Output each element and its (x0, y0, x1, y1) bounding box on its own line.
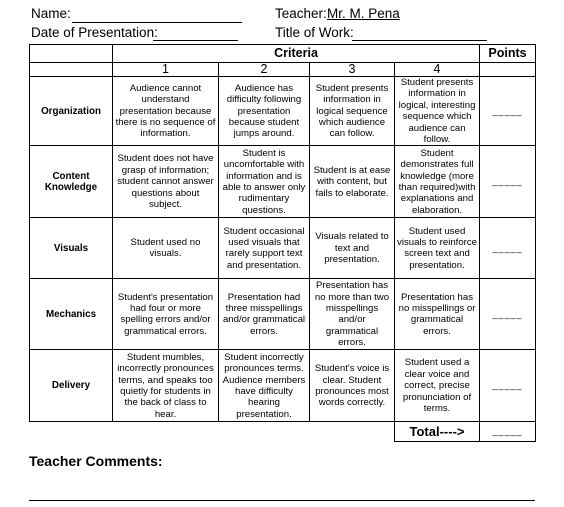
date-label: Date of Presentation: (31, 25, 158, 40)
cell-visuals-1: Student used no visuals. (113, 218, 219, 279)
cell-organization-3: Student presents information in logical sequence which audience can follow. (310, 77, 395, 146)
cell-organization-1: Audience cannot understand presentation because there is no sequence of information. (113, 77, 219, 146)
category-organization: Organization (30, 77, 113, 146)
total-label: Total----> (395, 422, 480, 442)
level-corner (30, 63, 113, 77)
cell-mechanics-3: Presentation has no more than two misspellings and/or grammatical errors. (310, 279, 395, 350)
cell-delivery-3: Student's voice is clear. Student pronounces most words correctly. (310, 350, 395, 422)
category-content-knowledge: Content Knowledge (30, 146, 113, 218)
points-header: Points (480, 45, 536, 63)
name-label: Name: (31, 6, 71, 21)
table-row (30, 218, 536, 279)
table-row (30, 146, 536, 218)
category-delivery: Delivery (30, 350, 113, 422)
corner-cell (30, 45, 113, 63)
teacher-comments-label: Teacher Comments: (29, 453, 163, 469)
total-spacer (113, 422, 219, 442)
cell-content-2: Student is uncomfortable with information and is able to answer only rudimentary questions. (219, 146, 310, 218)
teacher-name: Mr. M. Pena (327, 6, 400, 21)
cell-delivery-1: Student mumbles, incorrectly pronounces terms, and speaks too quietly for students in the back of class to hear. (113, 350, 219, 422)
points-content[interactable]: _____ (480, 146, 536, 218)
total-spacer (310, 422, 395, 442)
criteria-header: Criteria (113, 45, 480, 63)
cell-content-4: Student demonstrates full knowledge (more than required)with explanations and elaboration. (395, 146, 480, 218)
title-label: Title of Work: (275, 25, 354, 40)
points-organization[interactable]: _____ (480, 77, 536, 146)
level-2: 2 (219, 63, 310, 77)
teacher-label: Teacher: (275, 6, 327, 21)
table-row (30, 77, 536, 146)
title-field[interactable] (352, 40, 487, 41)
cell-content-1: Student does not have grasp of information; student cannot answer questions about subject. (113, 146, 219, 218)
cell-delivery-2: Student incorrectly pronounces terms. Audience members have difficulty hearing presentation. (219, 350, 310, 422)
total-spacer (30, 422, 113, 442)
cell-organization-4: Student presents information in logical, interesting sequence which audience can follow. (395, 77, 480, 146)
cell-mechanics-4: Presentation has no misspellings or grammatical errors. (395, 279, 480, 350)
category-mechanics: Mechanics (30, 279, 113, 350)
points-mechanics[interactable]: _____ (480, 279, 536, 350)
total-spacer (219, 422, 310, 442)
name-field[interactable] (72, 22, 242, 23)
comments-line[interactable] (29, 500, 535, 501)
cell-organization-2: Audience has difficulty following presentation because student jumps around. (219, 77, 310, 146)
table-row (30, 350, 536, 422)
level-1: 1 (113, 63, 219, 77)
level-3: 3 (310, 63, 395, 77)
level-points-blank (480, 63, 536, 77)
cell-visuals-3: Visuals related to text and presentation. (310, 218, 395, 279)
points-visuals[interactable]: _____ (480, 218, 536, 279)
total-points[interactable]: _____ (480, 422, 536, 442)
date-field[interactable] (153, 40, 238, 41)
cell-delivery-4: Student used a clear voice and correct, precise pronunciation of terms. (395, 350, 480, 422)
points-delivery[interactable]: _____ (480, 350, 536, 422)
category-visuals: Visuals (30, 218, 113, 279)
cell-visuals-4: Student used visuals to reinforce screen text and presentation. (395, 218, 480, 279)
table-row (30, 279, 536, 350)
cell-visuals-2: Student occasional used visuals that rarely support text and presentation. (219, 218, 310, 279)
cell-mechanics-1: Student's presentation had four or more spelling errors and/or grammatical errors. (113, 279, 219, 350)
rubric-table (29, 44, 536, 442)
cell-mechanics-2: Presentation had three misspellings and/or grammatical errors. (219, 279, 310, 350)
level-4: 4 (395, 63, 480, 77)
cell-content-3: Student is at ease with content, but fails to elaborate. (310, 146, 395, 218)
